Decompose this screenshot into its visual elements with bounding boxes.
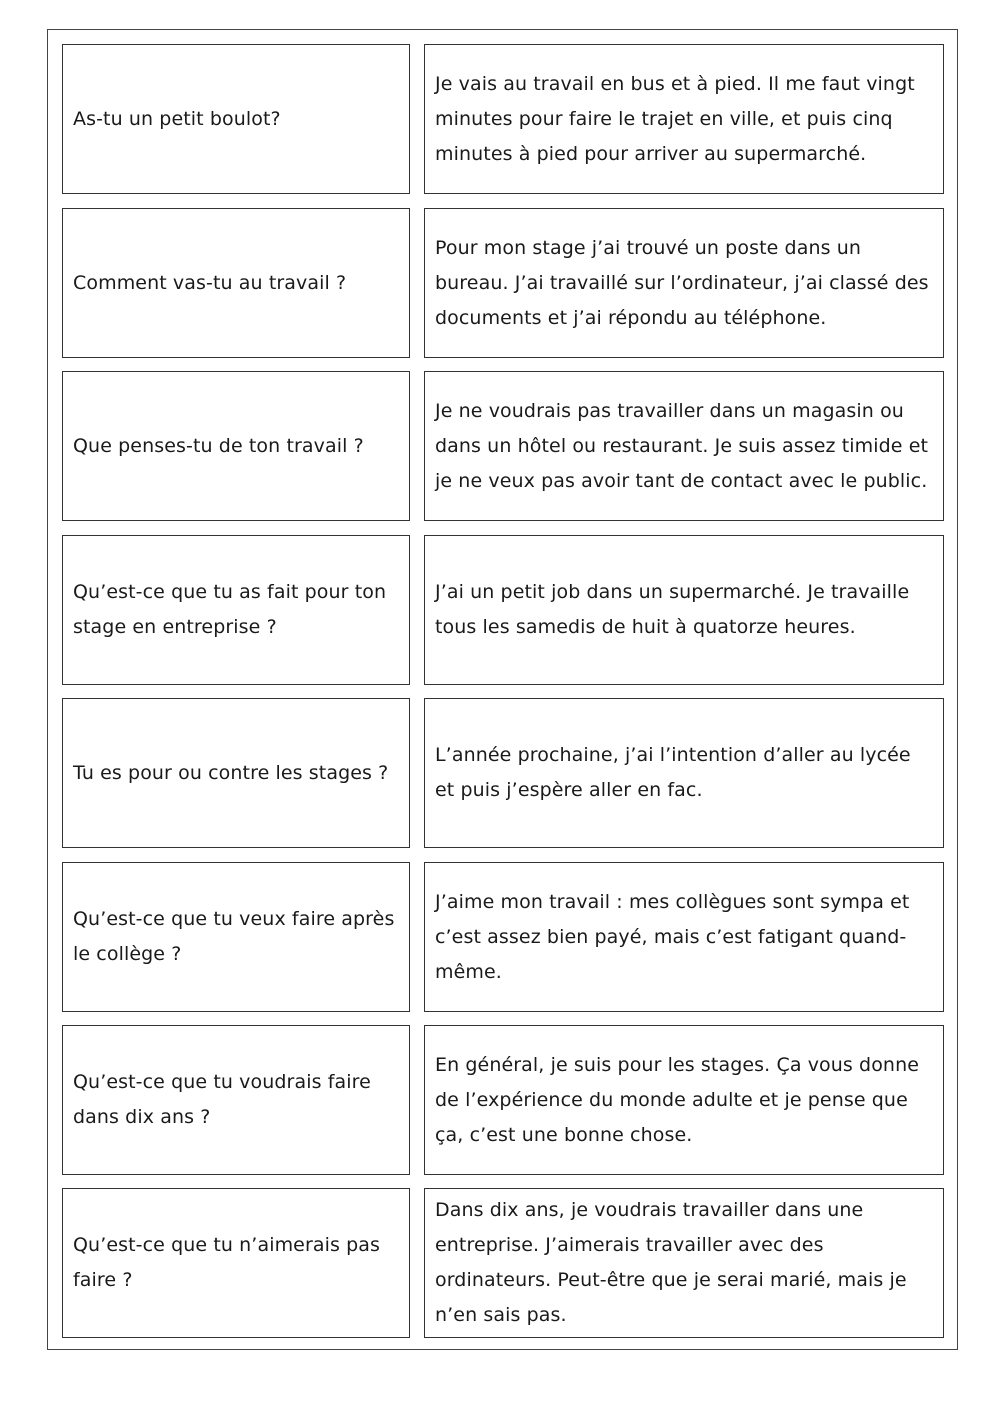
answer-card[interactable] <box>424 44 944 194</box>
question-text: Que penses-tu de ton travail ? <box>73 434 364 457</box>
question-text: Qu’est-ce que tu as fait pour ton stage en entreprise ? <box>73 581 387 638</box>
answer-text: Pour mon stage j’ai trouvé un poste dans un bureau. J’ai travaillé sur l’ordinateur, j’ai classé des documents et j’ai répondu au téléphone. <box>435 236 929 329</box>
answer-text: Je ne voudrais pas travailler dans un magasin ou dans un hôtel ou restaurant. Je suis assez timide et je ne veux pas avoir tant de contact avec le public. <box>435 399 929 492</box>
question-text: Qu’est-ce que tu n’aimerais pas faire ? <box>73 1234 381 1291</box>
answer-card[interactable] <box>424 208 944 358</box>
question-card[interactable] <box>62 862 410 1012</box>
question-text: Comment vas-tu au travail ? <box>73 271 347 294</box>
question-text: Qu’est-ce que tu voudrais faire dans dix ans ? <box>73 1071 371 1128</box>
question-card[interactable] <box>62 535 410 685</box>
question-card[interactable] <box>62 1025 410 1175</box>
question-card[interactable] <box>62 1188 410 1338</box>
answer-card[interactable] <box>424 535 944 685</box>
answer-card[interactable] <box>424 698 944 848</box>
question-card[interactable] <box>62 698 410 848</box>
answer-text: J’aime mon travail : mes collègues sont sympa et c’est assez bien payé, mais c’est fatigant quand-même. <box>435 890 910 983</box>
question-text: Qu’est-ce que tu veux faire après le collège ? <box>73 908 395 965</box>
answer-card[interactable] <box>424 1188 944 1338</box>
answer-text: L’année prochaine, j’ai l’intention d’aller au lycée et puis j’espère aller en fac. <box>435 744 911 801</box>
question-card[interactable] <box>62 44 410 194</box>
worksheet-sheet <box>47 29 958 1350</box>
answer-text: Je vais au travail en bus et à pied. Il me faut vingt minutes pour faire le trajet en ville, et puis cinq minutes à pied pour arriver au supermarché. <box>435 72 915 165</box>
answer-card[interactable] <box>424 862 944 1012</box>
answer-text: J’ai un petit job dans un supermarché. Je travaille tous les samedis de huit à quatorze heures. <box>435 581 910 638</box>
answer-card[interactable] <box>424 371 944 521</box>
answer-text: En général, je suis pour les stages. Ça vous donne de l’expérience du monde adulte et je pense que ça, c’est une bonne chose. <box>435 1053 920 1146</box>
answer-card[interactable] <box>424 1025 944 1175</box>
question-card[interactable] <box>62 371 410 521</box>
question-card[interactable] <box>62 208 410 358</box>
question-text: As-tu un petit boulot? <box>73 107 281 130</box>
answer-text: Dans dix ans, je voudrais travailler dans une entreprise. J’aimerais travailler avec des ordinateurs. Peut-être que je serai marié, mais je n’en sais pas. <box>435 1199 907 1326</box>
question-text: Tu es pour ou contre les stages ? <box>73 761 389 784</box>
